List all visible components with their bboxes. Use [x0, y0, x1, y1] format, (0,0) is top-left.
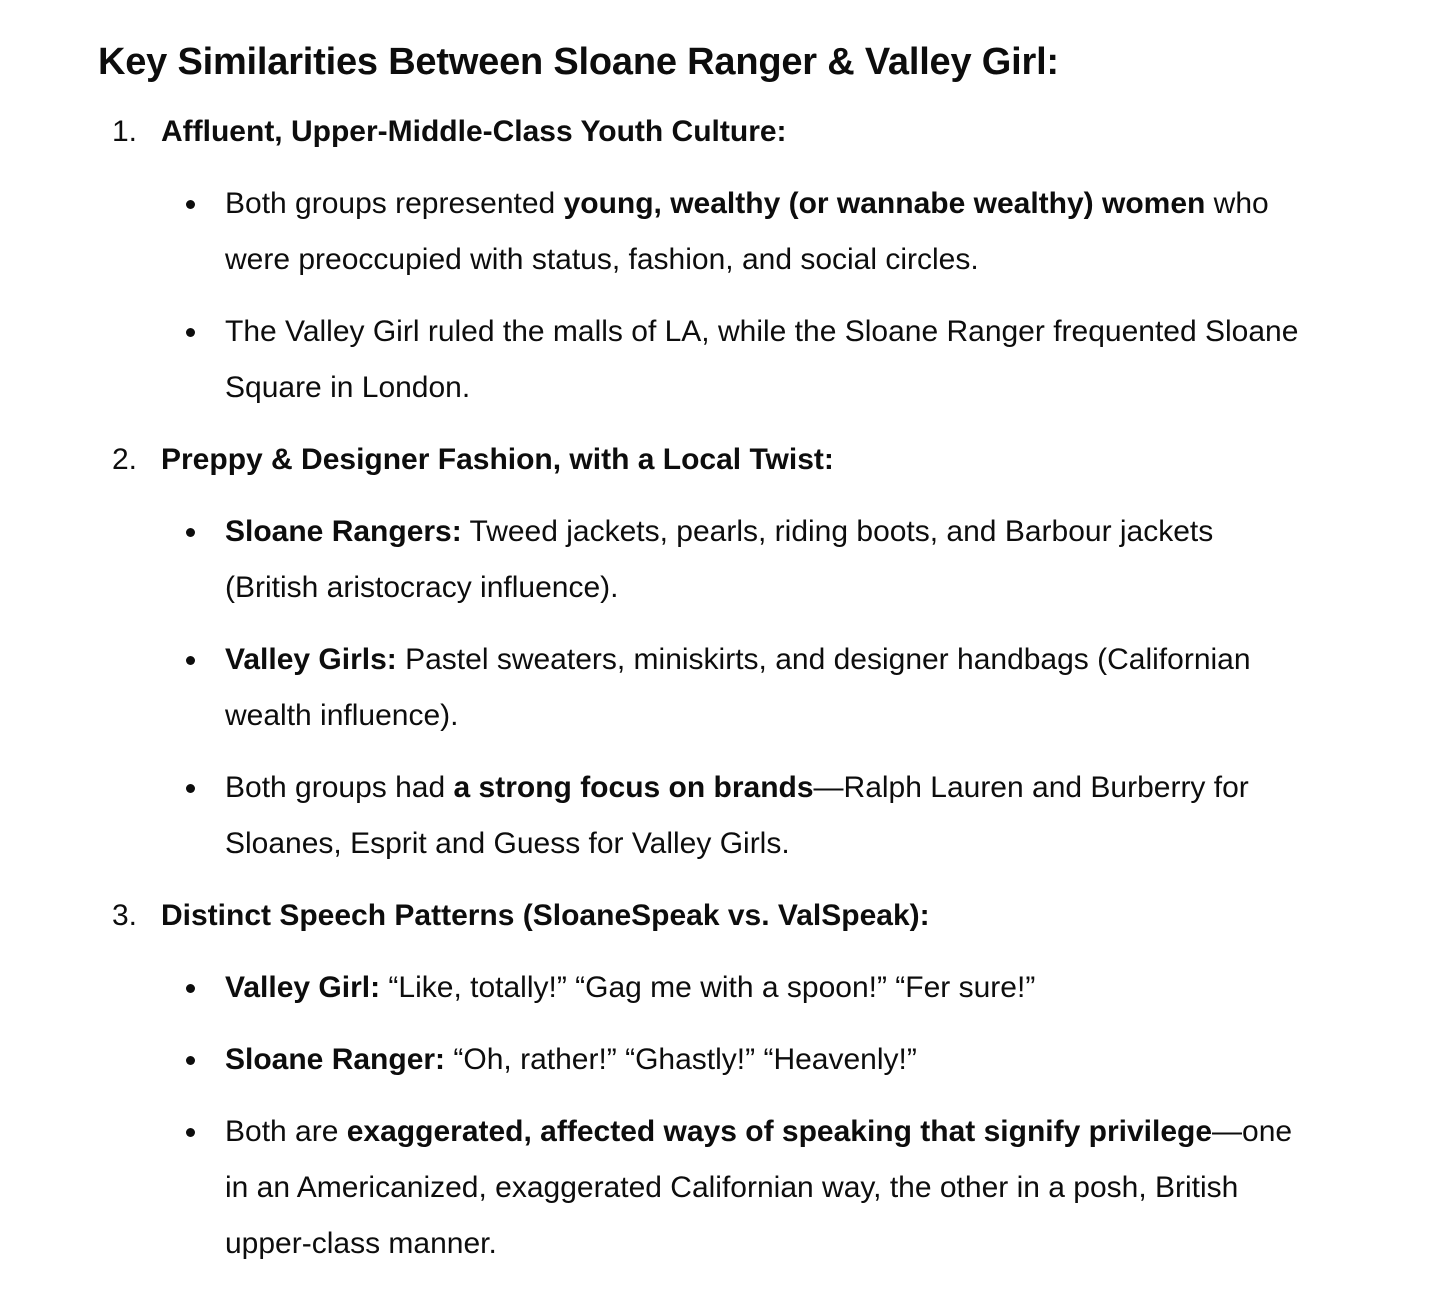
bold-text: a strong focus on brands [453, 771, 814, 804]
bullet-dot-icon [186, 984, 195, 993]
section-title: Affluent, Upper-Middle-Class Youth Culture: [161, 115, 787, 148]
bullet-dot-icon [186, 528, 195, 537]
bullet-item [98, 1032, 1308, 1088]
bullet-item [98, 176, 1308, 288]
body-text: Both groups represented [225, 187, 564, 220]
body-text: Pastel sweaters, miniskirts, and designer handbags (Californian wealth influence). [225, 643, 1251, 732]
bold-text: exaggerated, affected ways of speaking that signify privilege [346, 1115, 1213, 1148]
section-number: 3. [112, 899, 138, 932]
numbered-list [98, 104, 1299, 1272]
section-heading [98, 432, 1240, 488]
bullet-item [98, 1104, 1308, 1272]
page-heading: Key Similarities Between Sloane Ranger & Valley Girl: [98, 41, 1059, 83]
body-text: who were preoccupied with status, fashion, and social circles. [225, 187, 1269, 276]
bullet-dot-icon [186, 1056, 195, 1065]
bullet-item [98, 760, 1308, 872]
bold-text: Sloane Rangers: [225, 515, 462, 548]
body-text: Both groups had [225, 771, 454, 804]
body-text: “Oh, rather!” “Ghastly!” “Heavenly!” [445, 1043, 917, 1076]
body-text: —Ralph Lauren and Burberry for Sloanes, Esprit and Guess for Valley Girls. [225, 771, 1249, 860]
section-heading [98, 888, 1240, 944]
bullet-item [98, 304, 1308, 416]
bullet-list [98, 504, 1251, 872]
body-text: —one in an Americanized, exaggerated Californian way, the other in a posh, British upper-class manner. [225, 1115, 1293, 1260]
body-text: “Like, totally!” “Gag me with a spoon!” “Fer sure!” [380, 971, 1036, 1004]
body-text: Both are [225, 1115, 347, 1148]
section-number: 2. [112, 443, 138, 476]
bold-text: Valley Girl: [225, 971, 381, 1004]
bullet-list [98, 960, 1293, 1272]
list-section [98, 888, 1293, 1272]
body-text: Tweed jackets, pearls, riding boots, and Barbour jackets (British aristocracy influence). [225, 515, 1214, 604]
list-section [98, 432, 1251, 872]
bold-text: young, wealthy (or wannabe wealthy) women [563, 187, 1206, 220]
bullet-item [98, 960, 1308, 1016]
bullet-dot-icon [186, 1128, 195, 1137]
bullet-dot-icon [186, 328, 195, 337]
section-heading [98, 104, 1240, 160]
section-title: Preppy & Designer Fashion, with a Local Twist: [161, 443, 834, 476]
bold-text: Sloane Ranger: [225, 1043, 446, 1076]
list-section [98, 104, 1299, 416]
bullet-item [98, 504, 1308, 616]
bullet-dot-icon [186, 200, 195, 209]
bullet-item [98, 632, 1308, 744]
bold-text: Valley Girls: [225, 643, 397, 676]
body-text: The Valley Girl ruled the malls of LA, while the Sloane Ranger frequented Sloane Square in London. [225, 315, 1299, 404]
section-title: Distinct Speech Patterns (SloaneSpeak vs. ValSpeak): [161, 899, 930, 932]
bullet-list [98, 176, 1299, 416]
bullet-dot-icon [186, 656, 195, 665]
section-number: 1. [112, 115, 138, 148]
bullet-dot-icon [186, 784, 195, 793]
